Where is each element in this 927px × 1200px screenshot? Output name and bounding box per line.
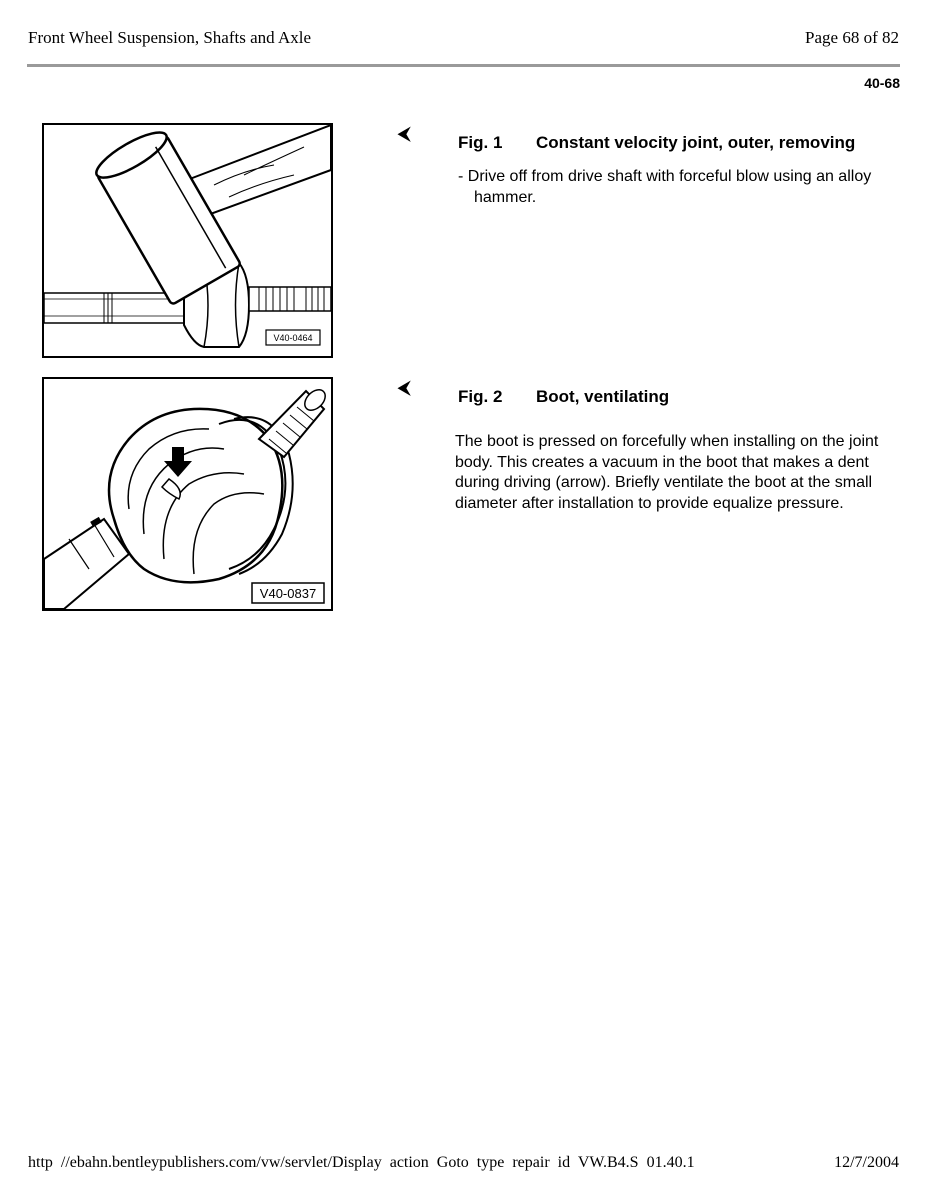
footer-date: 12/7/2004 [834, 1154, 899, 1171]
document-title: Front Wheel Suspension, Shafts and Axle [28, 28, 311, 47]
figure-2-number: Fig. 2 [458, 387, 503, 406]
pointer-arrow-icon: ⮜ [398, 378, 411, 397]
figure-2-image [42, 377, 333, 611]
figure-1-caption [458, 133, 855, 153]
figure-1-title: Constant velocity joint, outer, removing [536, 133, 856, 152]
figure-2-caption [458, 387, 669, 407]
footer-url: http //ebahn.bentleypublishers.com/vw/servlet/Display action Goto type repair id VW.B4.S 01.40.1 [28, 1154, 695, 1171]
figure-2-label: V40-0837 [259, 586, 317, 601]
figure-1-step: - Drive off from drive shaft with forceful blow using an alloy hammer. [458, 168, 872, 206]
page-number: Page 68 of 82 [805, 28, 899, 47]
pointer-arrow-icon: ⮜ [398, 124, 411, 143]
section-page-code: 40-68 [864, 75, 900, 91]
figure-2-title: Boot, ventilating [536, 387, 670, 406]
header-divider [27, 64, 900, 67]
figure-1-image [42, 123, 333, 358]
figure-1-label: V40-0464 [273, 333, 313, 343]
figure-1-number: Fig. 1 [458, 133, 503, 152]
figure-2-description: The boot is pressed on forcefully when installing on the joint body. This creates a vacuum in the boot that makes a dent during driving (arrow). Briefly ventilate the boot at the small diameter after installation to provide equalize pressure. [455, 433, 879, 512]
